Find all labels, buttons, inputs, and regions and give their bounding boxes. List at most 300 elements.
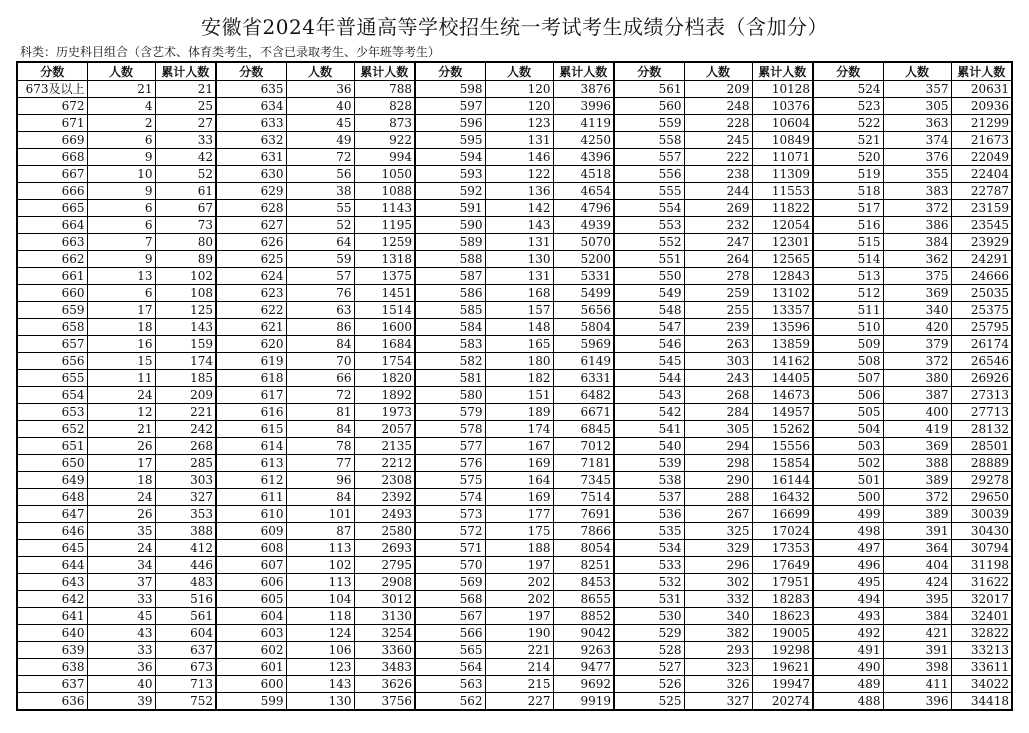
count-cell: 259: [684, 285, 752, 302]
cumulative-cell: 6845: [553, 421, 614, 438]
count-cell: 398: [883, 659, 951, 676]
score-cell: 588: [415, 251, 485, 268]
cumulative-cell: 5804: [553, 319, 614, 336]
count-cell: 122: [485, 166, 553, 183]
cumulative-cell: 2135: [354, 438, 415, 455]
score-cell: 518: [813, 183, 883, 200]
count-cell: 72: [286, 149, 354, 166]
table-row: [17, 693, 1012, 711]
count-cell: 189: [485, 404, 553, 421]
score-cell: 613: [216, 455, 286, 472]
cumulative-cell: 7012: [553, 438, 614, 455]
count-cell: 18: [87, 472, 155, 489]
score-cell: 572: [415, 523, 485, 540]
cumulative-cell: 7181: [553, 455, 614, 472]
score-cell: 555: [614, 183, 684, 200]
score-cell: 617: [216, 387, 286, 404]
count-cell: 168: [485, 285, 553, 302]
count-cell: 221: [485, 642, 553, 659]
score-cell: 571: [415, 540, 485, 557]
score-cell: 647: [17, 506, 87, 523]
cumulative-cell: 20936: [951, 98, 1012, 115]
count-cell: 7: [87, 234, 155, 251]
score-cell: 502: [813, 455, 883, 472]
score-cell: 516: [813, 217, 883, 234]
score-cell: 627: [216, 217, 286, 234]
count-cell: 169: [485, 455, 553, 472]
count-cell: 45: [87, 608, 155, 625]
score-cell: 576: [415, 455, 485, 472]
cumulative-cell: 14405: [752, 370, 813, 387]
cumulative-cell: 23159: [951, 200, 1012, 217]
count-cell: 387: [883, 387, 951, 404]
count-cell: 248: [684, 98, 752, 115]
cumulative-cell: 159: [155, 336, 216, 353]
count-cell: 40: [286, 98, 354, 115]
count-cell: 263: [684, 336, 752, 353]
score-cell: 620: [216, 336, 286, 353]
cumulative-cell: 1892: [354, 387, 415, 404]
cumulative-cell: 73: [155, 217, 216, 234]
count-cell: 369: [883, 438, 951, 455]
score-cell: 635: [216, 81, 286, 98]
count-cell: 227: [485, 693, 553, 711]
count-cell: 209: [684, 81, 752, 98]
cumulative-cell: 14957: [752, 404, 813, 421]
count-cell: 18: [87, 319, 155, 336]
count-cell: 298: [684, 455, 752, 472]
cumulative-cell: 27713: [951, 404, 1012, 421]
score-cell: 495: [813, 574, 883, 591]
count-cell: 372: [883, 353, 951, 370]
score-cell: 643: [17, 574, 87, 591]
count-cell: 202: [485, 574, 553, 591]
cumulative-cell: 174: [155, 353, 216, 370]
cumulative-cell: 185: [155, 370, 216, 387]
count-cell: 391: [883, 523, 951, 540]
count-cell: 101: [286, 506, 354, 523]
score-cell: 559: [614, 115, 684, 132]
table-row: [17, 404, 1012, 421]
score-cell: 583: [415, 336, 485, 353]
cumulative-cell: 3254: [354, 625, 415, 642]
score-cell: 523: [813, 98, 883, 115]
score-cell: 593: [415, 166, 485, 183]
column-header: 分数: [415, 62, 485, 81]
cumulative-cell: 353: [155, 506, 216, 523]
cumulative-cell: 61: [155, 183, 216, 200]
count-cell: 77: [286, 455, 354, 472]
score-cell: 596: [415, 115, 485, 132]
score-cell: 595: [415, 132, 485, 149]
score-cell: 560: [614, 98, 684, 115]
cumulative-cell: 7691: [553, 506, 614, 523]
cumulative-cell: 12301: [752, 234, 813, 251]
cumulative-cell: 6671: [553, 404, 614, 421]
count-cell: 96: [286, 472, 354, 489]
cumulative-cell: 143: [155, 319, 216, 336]
cumulative-cell: 18283: [752, 591, 813, 608]
score-cell: 622: [216, 302, 286, 319]
score-cell: 609: [216, 523, 286, 540]
score-cell: 535: [614, 523, 684, 540]
count-cell: 340: [883, 302, 951, 319]
count-cell: 9: [87, 149, 155, 166]
score-cell: 568: [415, 591, 485, 608]
count-cell: 411: [883, 676, 951, 693]
cumulative-cell: 12565: [752, 251, 813, 268]
table-row: [17, 676, 1012, 693]
cumulative-cell: 7345: [553, 472, 614, 489]
cumulative-cell: 17353: [752, 540, 813, 557]
cumulative-cell: 23545: [951, 217, 1012, 234]
cumulative-cell: 21: [155, 81, 216, 98]
count-cell: 182: [485, 370, 553, 387]
count-cell: 36: [286, 81, 354, 98]
cumulative-cell: 19621: [752, 659, 813, 676]
count-cell: 363: [883, 115, 951, 132]
score-cell: 589: [415, 234, 485, 251]
count-cell: 143: [286, 676, 354, 693]
cumulative-cell: 6482: [553, 387, 614, 404]
cumulative-cell: 15262: [752, 421, 813, 438]
count-cell: 302: [684, 574, 752, 591]
score-cell: 520: [813, 149, 883, 166]
cumulative-cell: 5656: [553, 302, 614, 319]
count-cell: 174: [485, 421, 553, 438]
count-cell: 104: [286, 591, 354, 608]
cumulative-cell: 673: [155, 659, 216, 676]
cumulative-cell: 788: [354, 81, 415, 98]
table-row: [17, 98, 1012, 115]
count-cell: 293: [684, 642, 752, 659]
count-cell: 175: [485, 523, 553, 540]
count-cell: 197: [485, 557, 553, 574]
cumulative-cell: 30430: [951, 523, 1012, 540]
cumulative-cell: 388: [155, 523, 216, 540]
score-cell: 537: [614, 489, 684, 506]
cumulative-cell: 2212: [354, 455, 415, 472]
cumulative-cell: 8251: [553, 557, 614, 574]
table-body: [17, 81, 1012, 711]
score-cell: 526: [614, 676, 684, 693]
count-cell: 76: [286, 285, 354, 302]
count-cell: 17: [87, 302, 155, 319]
count-cell: 294: [684, 438, 752, 455]
cumulative-cell: 4518: [553, 166, 614, 183]
column-header: 人数: [286, 62, 354, 81]
score-cell: 542: [614, 404, 684, 421]
cumulative-cell: 33213: [951, 642, 1012, 659]
score-cell: 504: [813, 421, 883, 438]
column-header: 分数: [216, 62, 286, 81]
count-cell: 380: [883, 370, 951, 387]
score-cell: 656: [17, 353, 87, 370]
score-cell: 599: [216, 693, 286, 711]
cumulative-cell: 637: [155, 642, 216, 659]
table-row: [17, 336, 1012, 353]
score-cell: 616: [216, 404, 286, 421]
cumulative-cell: 20631: [951, 81, 1012, 98]
cumulative-cell: 2908: [354, 574, 415, 591]
cumulative-cell: 42: [155, 149, 216, 166]
cumulative-cell: 4796: [553, 200, 614, 217]
cumulative-cell: 4119: [553, 115, 614, 132]
column-header: 人数: [87, 62, 155, 81]
count-cell: 151: [485, 387, 553, 404]
score-cell: 650: [17, 455, 87, 472]
cumulative-cell: 561: [155, 608, 216, 625]
table-row: [17, 183, 1012, 200]
score-cell: 661: [17, 268, 87, 285]
score-cell: 607: [216, 557, 286, 574]
score-cell: 638: [17, 659, 87, 676]
count-cell: 142: [485, 200, 553, 217]
count-cell: 33: [87, 642, 155, 659]
count-cell: 247: [684, 234, 752, 251]
score-cell: 505: [813, 404, 883, 421]
count-cell: 288: [684, 489, 752, 506]
count-cell: 364: [883, 540, 951, 557]
score-cell: 585: [415, 302, 485, 319]
table-row: [17, 302, 1012, 319]
cumulative-cell: 9042: [553, 625, 614, 642]
cumulative-cell: 11071: [752, 149, 813, 166]
count-cell: 36: [87, 659, 155, 676]
count-cell: 35: [87, 523, 155, 540]
cumulative-cell: 102: [155, 268, 216, 285]
cumulative-cell: 2493: [354, 506, 415, 523]
count-cell: 131: [485, 132, 553, 149]
count-cell: 222: [684, 149, 752, 166]
cumulative-cell: 29278: [951, 472, 1012, 489]
cumulative-cell: 17024: [752, 523, 813, 540]
count-cell: 419: [883, 421, 951, 438]
cumulative-cell: 5499: [553, 285, 614, 302]
count-cell: 374: [883, 132, 951, 149]
count-cell: 10: [87, 166, 155, 183]
count-cell: 340: [684, 608, 752, 625]
cumulative-cell: 3360: [354, 642, 415, 659]
count-cell: 52: [286, 217, 354, 234]
score-cell: 590: [415, 217, 485, 234]
score-cell: 497: [813, 540, 883, 557]
score-cell: 582: [415, 353, 485, 370]
score-cell: 564: [415, 659, 485, 676]
score-cell: 629: [216, 183, 286, 200]
cumulative-cell: 268: [155, 438, 216, 455]
table-row: [17, 574, 1012, 591]
column-header: 分数: [614, 62, 684, 81]
table-row: [17, 438, 1012, 455]
count-cell: 305: [684, 421, 752, 438]
table-row: [17, 540, 1012, 557]
score-cell: 528: [614, 642, 684, 659]
cumulative-cell: 3876: [553, 81, 614, 98]
cumulative-cell: 412: [155, 540, 216, 557]
cumulative-cell: 26926: [951, 370, 1012, 387]
cumulative-cell: 15556: [752, 438, 813, 455]
count-cell: 384: [883, 608, 951, 625]
score-cell: 578: [415, 421, 485, 438]
score-cell: 524: [813, 81, 883, 98]
cumulative-cell: 446: [155, 557, 216, 574]
table-row: [17, 115, 1012, 132]
cumulative-cell: 30794: [951, 540, 1012, 557]
score-cell: 513: [813, 268, 883, 285]
table-row: [17, 506, 1012, 523]
count-cell: 33: [87, 591, 155, 608]
score-cell: 655: [17, 370, 87, 387]
cumulative-cell: 1820: [354, 370, 415, 387]
count-cell: 45: [286, 115, 354, 132]
score-cell: 533: [614, 557, 684, 574]
score-cell: 521: [813, 132, 883, 149]
count-cell: 369: [883, 285, 951, 302]
count-cell: 290: [684, 472, 752, 489]
cumulative-cell: 2795: [354, 557, 415, 574]
cumulative-cell: 4654: [553, 183, 614, 200]
table-row: [17, 455, 1012, 472]
score-cell: 570: [415, 557, 485, 574]
score-cell: 493: [813, 608, 883, 625]
count-cell: 6: [87, 285, 155, 302]
count-cell: 136: [485, 183, 553, 200]
cumulative-cell: 2057: [354, 421, 415, 438]
table-row: [17, 659, 1012, 676]
cumulative-cell: 10128: [752, 81, 813, 98]
table-row: [17, 591, 1012, 608]
score-cell: 539: [614, 455, 684, 472]
column-header: 分数: [813, 62, 883, 81]
cumulative-cell: 23929: [951, 234, 1012, 251]
cumulative-cell: 2693: [354, 540, 415, 557]
table-row: [17, 200, 1012, 217]
count-cell: 17: [87, 455, 155, 472]
count-cell: 39: [87, 693, 155, 711]
score-cell: 531: [614, 591, 684, 608]
score-cell: 651: [17, 438, 87, 455]
score-cell: 563: [415, 676, 485, 693]
cumulative-cell: 7514: [553, 489, 614, 506]
count-cell: 16: [87, 336, 155, 353]
cumulative-cell: 16144: [752, 472, 813, 489]
count-cell: 38: [286, 183, 354, 200]
table-row: [17, 217, 1012, 234]
score-cell: 671: [17, 115, 87, 132]
score-cell: 665: [17, 200, 87, 217]
cumulative-cell: 483: [155, 574, 216, 591]
score-cell: 632: [216, 132, 286, 149]
score-cell: 496: [813, 557, 883, 574]
count-cell: 130: [286, 693, 354, 711]
count-cell: 148: [485, 319, 553, 336]
count-cell: 269: [684, 200, 752, 217]
cumulative-cell: 14673: [752, 387, 813, 404]
count-cell: 118: [286, 608, 354, 625]
score-cell: 652: [17, 421, 87, 438]
score-cell: 614: [216, 438, 286, 455]
cumulative-cell: 19298: [752, 642, 813, 659]
score-cell: 637: [17, 676, 87, 693]
cumulative-cell: 28501: [951, 438, 1012, 455]
cumulative-cell: 285: [155, 455, 216, 472]
score-cell: 586: [415, 285, 485, 302]
score-cell: 500: [813, 489, 883, 506]
count-cell: 245: [684, 132, 752, 149]
count-cell: 9: [87, 251, 155, 268]
table-row: [17, 557, 1012, 574]
cumulative-cell: 828: [354, 98, 415, 115]
cumulative-cell: 2580: [354, 523, 415, 540]
cumulative-cell: 8453: [553, 574, 614, 591]
count-cell: 202: [485, 591, 553, 608]
cumulative-cell: 242: [155, 421, 216, 438]
count-cell: 383: [883, 183, 951, 200]
score-cell: 628: [216, 200, 286, 217]
count-cell: 124: [286, 625, 354, 642]
count-cell: 12: [87, 404, 155, 421]
score-cell: 548: [614, 302, 684, 319]
cumulative-cell: 31622: [951, 574, 1012, 591]
count-cell: 56: [286, 166, 354, 183]
score-cell: 511: [813, 302, 883, 319]
count-cell: 24: [87, 540, 155, 557]
score-cell: 598: [415, 81, 485, 98]
score-cell: 662: [17, 251, 87, 268]
cumulative-cell: 1195: [354, 217, 415, 234]
score-cell: 530: [614, 608, 684, 625]
score-cell: 545: [614, 353, 684, 370]
score-cell: 630: [216, 166, 286, 183]
score-cell: 522: [813, 115, 883, 132]
score-cell: 623: [216, 285, 286, 302]
count-cell: 325: [684, 523, 752, 540]
cumulative-cell: 22787: [951, 183, 1012, 200]
score-cell: 515: [813, 234, 883, 251]
cumulative-cell: 29650: [951, 489, 1012, 506]
score-cell: 489: [813, 676, 883, 693]
cumulative-cell: 24291: [951, 251, 1012, 268]
table-row: [17, 251, 1012, 268]
count-cell: 86: [286, 319, 354, 336]
cumulative-cell: 28132: [951, 421, 1012, 438]
cumulative-cell: 8852: [553, 608, 614, 625]
count-cell: 389: [883, 472, 951, 489]
cumulative-cell: 3130: [354, 608, 415, 625]
cumulative-cell: 21673: [951, 132, 1012, 149]
count-cell: 21: [87, 421, 155, 438]
count-cell: 84: [286, 489, 354, 506]
score-cell: 592: [415, 183, 485, 200]
column-header: 人数: [485, 62, 553, 81]
cumulative-cell: 5331: [553, 268, 614, 285]
count-cell: 169: [485, 489, 553, 506]
count-cell: 11: [87, 370, 155, 387]
cumulative-cell: 6149: [553, 353, 614, 370]
cumulative-cell: 14162: [752, 353, 813, 370]
cumulative-cell: 9692: [553, 676, 614, 693]
score-cell: 540: [614, 438, 684, 455]
count-cell: 190: [485, 625, 553, 642]
count-cell: 6: [87, 132, 155, 149]
table-row: [17, 285, 1012, 302]
count-cell: 120: [485, 81, 553, 98]
score-cell: 605: [216, 591, 286, 608]
count-cell: 396: [883, 693, 951, 711]
count-cell: 228: [684, 115, 752, 132]
cumulative-cell: 32017: [951, 591, 1012, 608]
